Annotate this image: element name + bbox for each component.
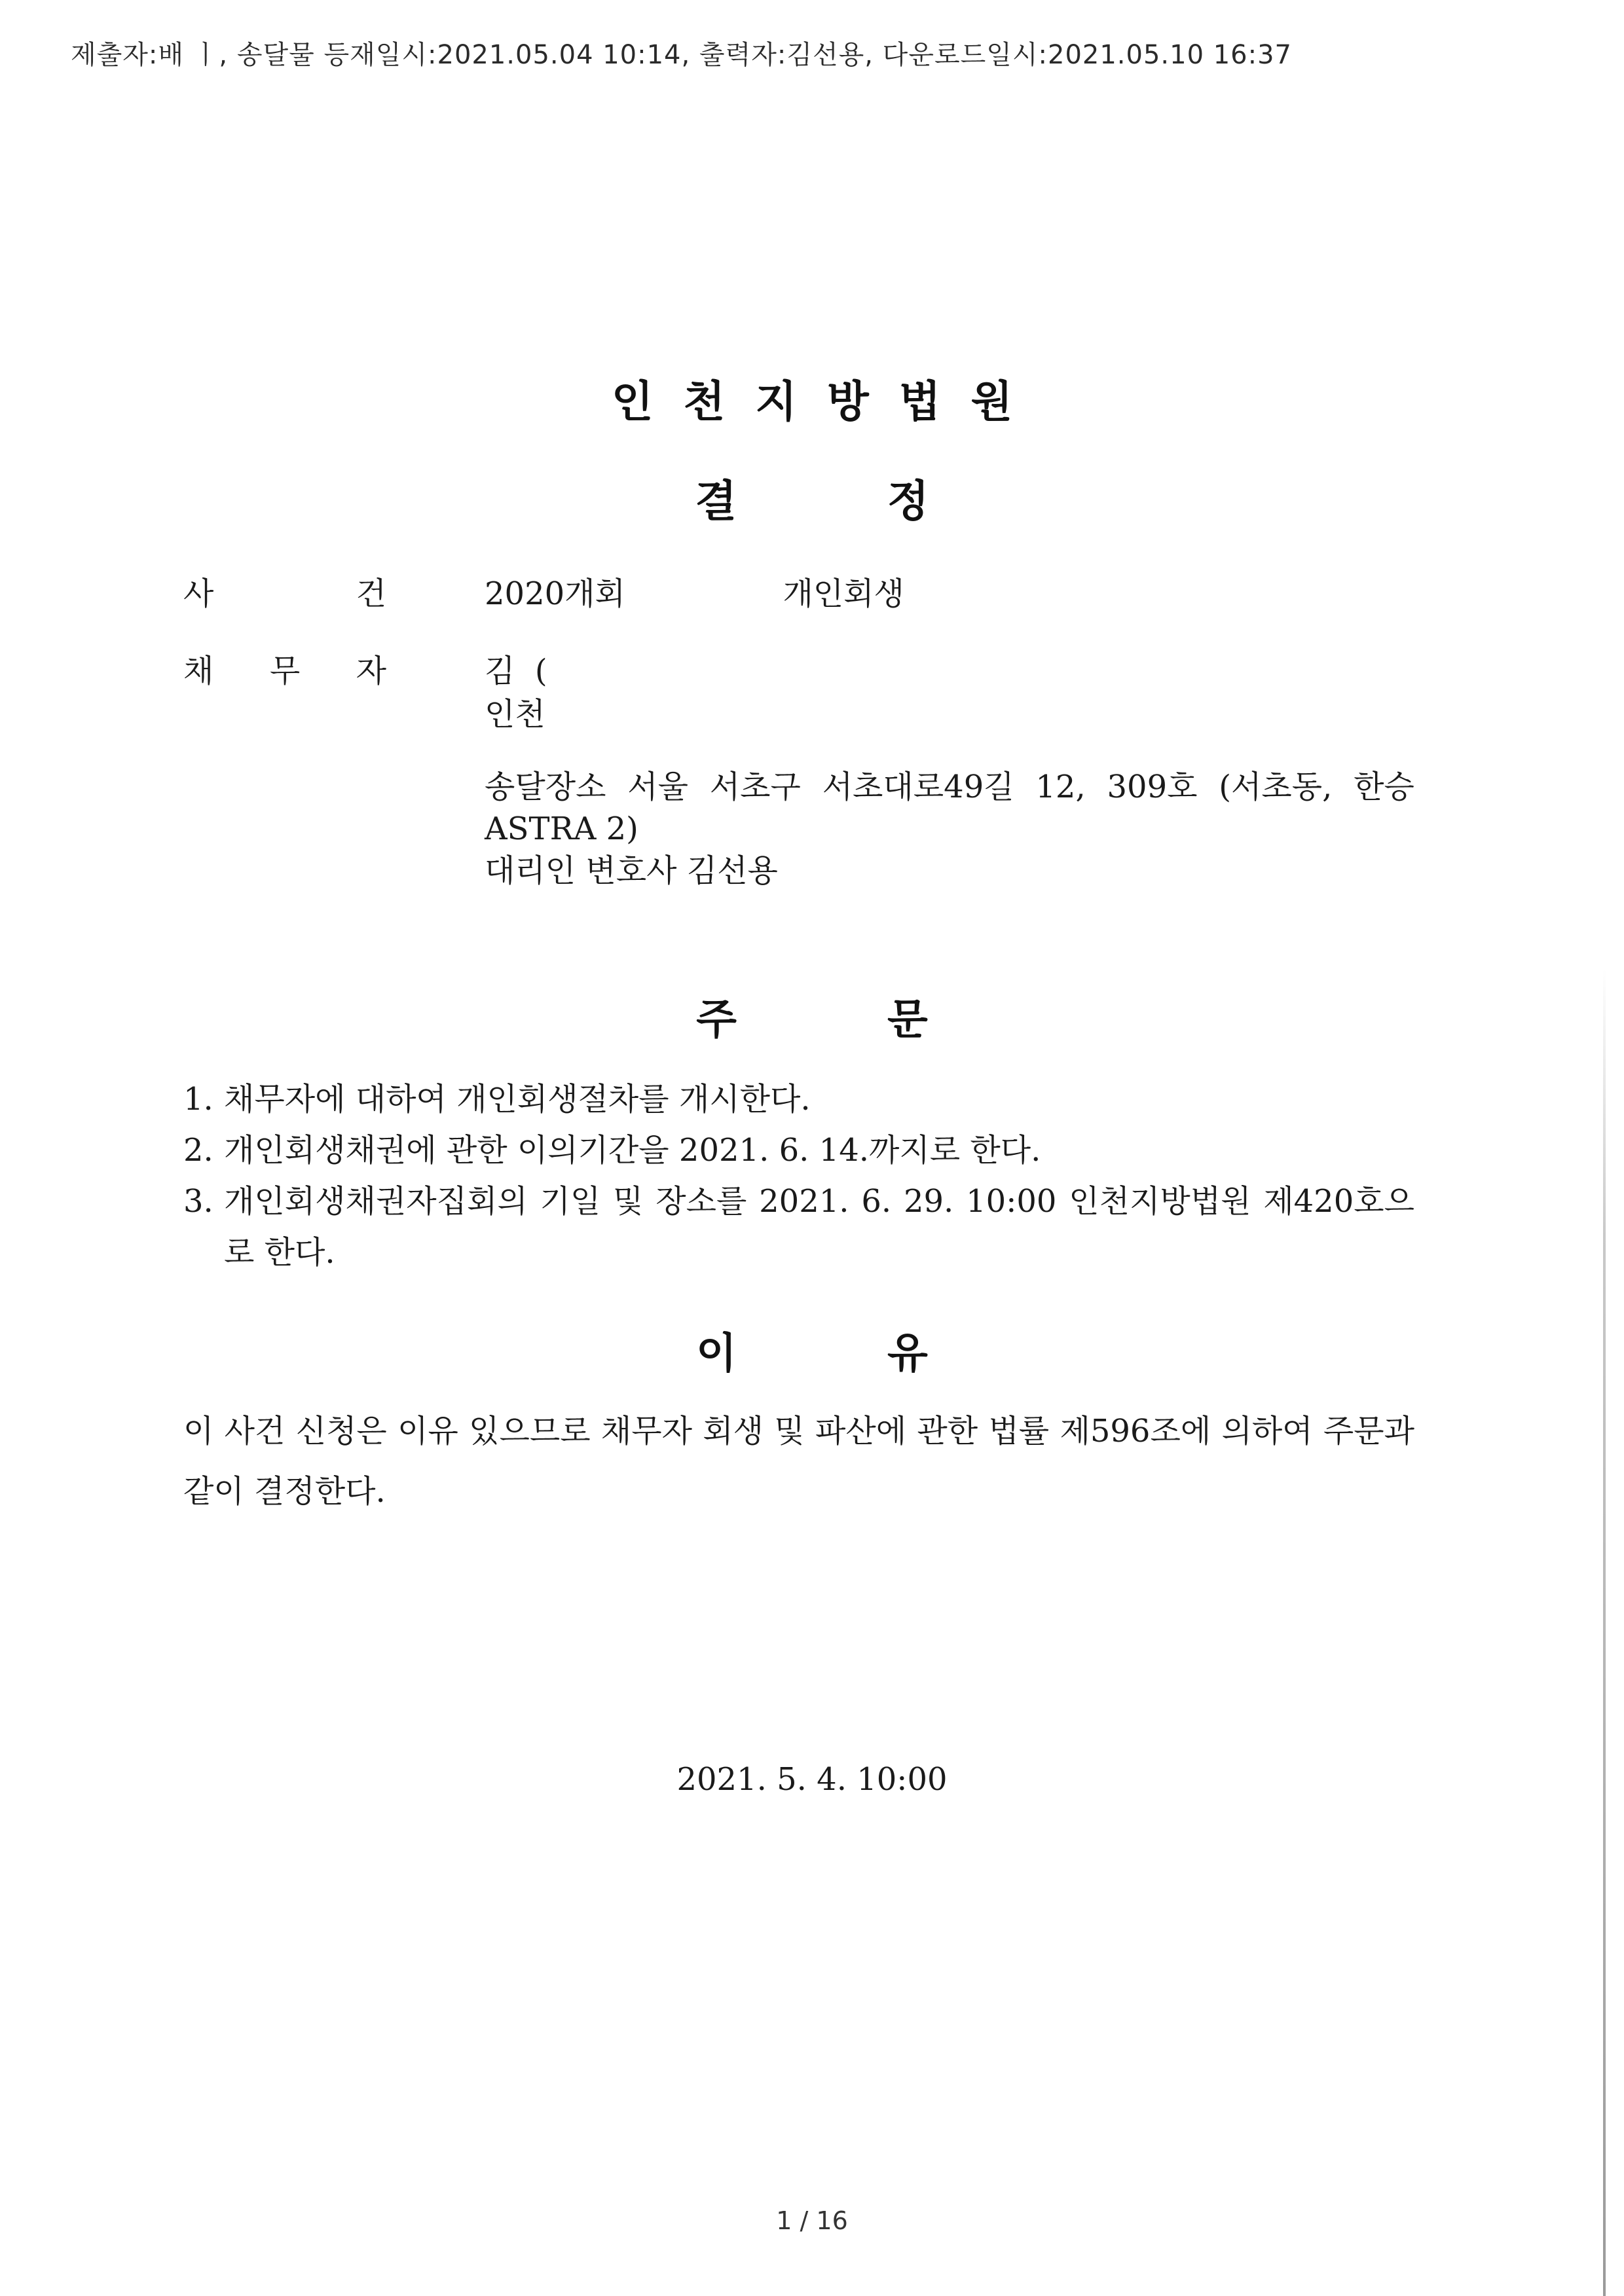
debtor-name: 김 ( <box>485 653 547 689</box>
item-number: 1. <box>183 1081 213 1118</box>
debtor-label-char: 무 <box>269 653 301 689</box>
delivery-address-line2: ASTRA 2) <box>485 811 638 847</box>
debtor-label <box>183 646 386 691</box>
order-list <box>183 1074 1414 1278</box>
address-part: 서초대로49길 <box>822 769 1014 805</box>
document-title: 결 정 <box>695 476 929 526</box>
item-number: 2. <box>183 1132 213 1169</box>
case-number-prefix: 2020개회 <box>485 575 625 612</box>
reason-heading-char: 이 <box>696 1330 737 1378</box>
legal-agent: 대리인 변호사 김선용 <box>485 852 778 889</box>
delivery-block <box>485 766 1414 892</box>
delivery-address-line <box>485 766 1414 808</box>
address-part: (서초동, <box>1219 769 1333 805</box>
list-item <box>183 1176 1414 1278</box>
address-part: 서초구 <box>709 769 801 805</box>
item-number: 3. <box>183 1183 213 1220</box>
reason-text: 이 사건 신청은 이유 있으므로 채무자 회생 및 파산에 관한 법률 제596조에 의하여 주문과 같이 결정한다. <box>183 1413 1414 1510</box>
list-item <box>183 1074 1414 1125</box>
debtor-label-char: 자 <box>356 653 386 689</box>
item-text: 개인회생채권자집회의 기일 및 장소를 2021. 6. 29. 10:00 인천지방법원 제420호으로 한다. <box>224 1183 1414 1271</box>
reason-heading <box>0 1320 1624 1380</box>
page-number: 1 / 16 <box>776 2206 848 2235</box>
address-part: 12, <box>1035 769 1086 805</box>
reason-heading-char: 유 <box>887 1330 928 1378</box>
case-type: 개인회생 <box>783 575 904 612</box>
delivery-place-label: 송달장소 <box>485 769 606 805</box>
address-part: 한승 <box>1354 769 1414 805</box>
order-heading-char: 주 <box>696 996 737 1044</box>
item-text: 채무자에 대하여 개인회생절차를 개시한다. <box>224 1081 811 1118</box>
case-label <box>183 568 386 613</box>
debtor-label-char: 채 <box>183 653 214 689</box>
list-item <box>183 1125 1414 1176</box>
order-heading <box>0 986 1624 1046</box>
decision-date: 2021. 5. 4. 10:00 <box>676 1761 948 1798</box>
case-number <box>485 568 904 613</box>
debtor-address: 인천 <box>485 696 545 733</box>
order-heading-char: 문 <box>887 996 928 1044</box>
case-label-char: 건 <box>356 575 386 612</box>
submission-header: 제출자:배 ㅣ, 송달물 등재일시:2021.05.04 10:14, 출력자:김선용, 다운로드일시:2021.05.10 16:37 <box>71 40 1293 70</box>
item-text: 개인회생채권에 관한 이의기간을 2021. 6. 14.까지로 한다. <box>224 1132 1041 1169</box>
court-name: 인천지방법원 <box>611 376 1043 427</box>
address-part: 309호 <box>1107 769 1198 805</box>
case-label-char: 사 <box>183 575 214 612</box>
scan-edge-shadow <box>1603 969 1606 2296</box>
address-part: 서울 <box>627 769 689 805</box>
